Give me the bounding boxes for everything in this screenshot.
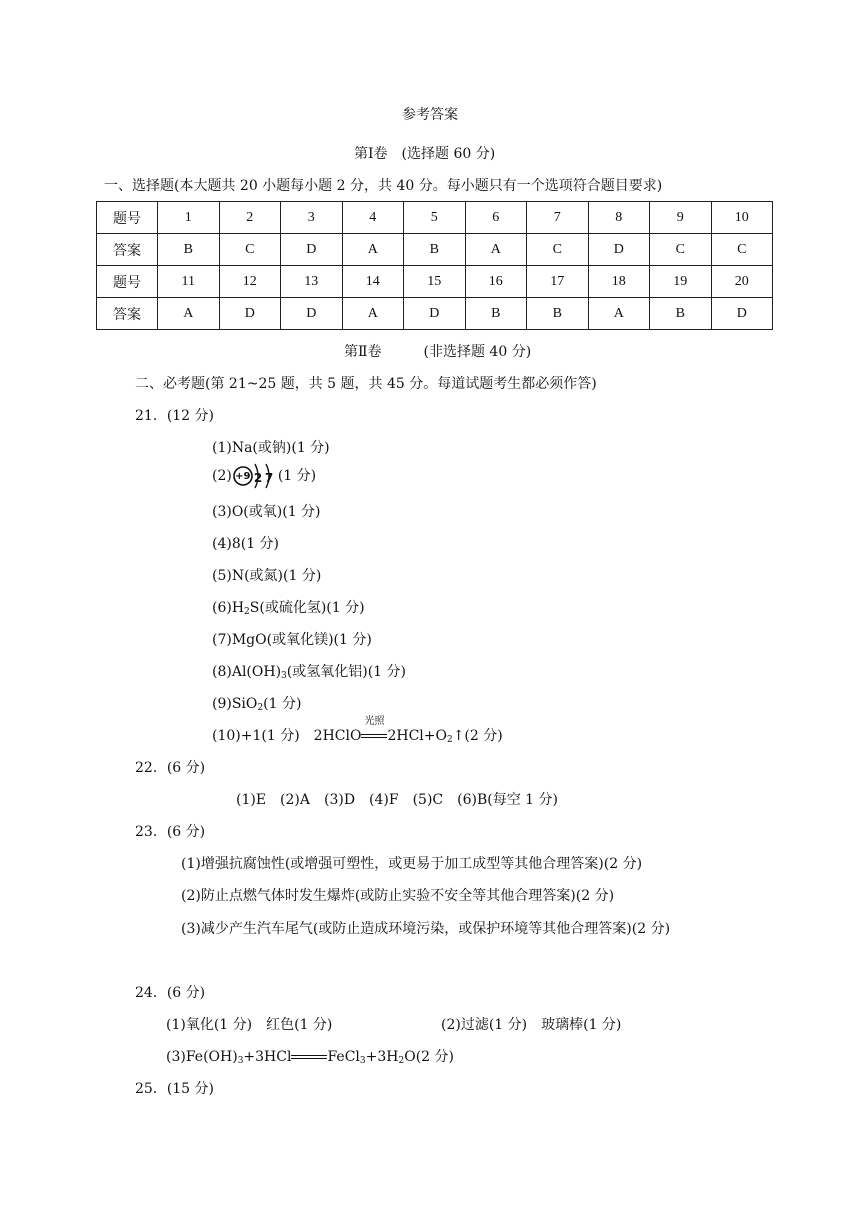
subscript: 3 xyxy=(237,1056,244,1066)
answer-cell: B xyxy=(465,298,527,330)
answer-cell: B xyxy=(650,298,712,330)
q21-answer-9 xyxy=(212,695,301,713)
table-row xyxy=(97,234,773,266)
equals-sign-wrap xyxy=(291,1048,327,1066)
q23-answer-1: (1)增强抗腐蚀性(或增强可塑性，或更易于加工成型等其他合理答案)(2 分) xyxy=(181,856,643,872)
question-number: 11 xyxy=(158,266,220,298)
q24-answer-3 xyxy=(166,1048,454,1066)
table-row xyxy=(97,266,773,298)
q21-answer-1: (1)Na(或钠)(1 分) xyxy=(212,440,330,456)
atom-shell-2: 7 xyxy=(264,471,274,485)
text-part: (3)Fe(OH) xyxy=(166,1049,238,1065)
question-number: 16 xyxy=(465,266,527,298)
q23-answer-3: (3)减少产生汽车尾气(或防止造成环境污染，或保护环境等其他合理答案)(2 分) xyxy=(181,921,671,937)
answer-table xyxy=(96,201,773,330)
text-part: O(2 分) xyxy=(404,1049,454,1065)
subscript: 3 xyxy=(281,671,287,681)
text-part: +3HCl xyxy=(243,1049,292,1065)
q21-answer-5: (5)N(或氮)(1 分) xyxy=(212,568,322,584)
text-part: (9)SiO xyxy=(212,696,258,712)
answer-cell: A xyxy=(342,234,404,266)
answer-cell: D xyxy=(404,298,466,330)
question-number: 7 xyxy=(527,202,589,234)
subscript: 2 xyxy=(257,703,264,713)
question-number: 1 xyxy=(158,202,220,234)
subscript: 2 xyxy=(398,1056,405,1066)
question-number: 13 xyxy=(281,266,343,298)
text-part: 2HCl+O xyxy=(387,728,447,744)
q21-answer-7: (7)MgO(或氧化镁)(1 分) xyxy=(212,632,372,648)
q21-answer-6 xyxy=(212,599,365,617)
answer-cell: B xyxy=(404,234,466,266)
part1-heading: 第Ⅰ卷 (选择题 60 分) xyxy=(354,146,496,162)
section1-heading: 一、选择题(本大题共 20 小题每小题 2 分，共 40 分。每小题只有一个选项符合题目要求) xyxy=(104,178,663,194)
row-label: 题号 xyxy=(97,202,158,234)
q21-answer-2 xyxy=(212,467,316,485)
answer-cell: A xyxy=(342,298,404,330)
atom-nucleus-charge: +9 xyxy=(235,471,251,482)
subscript: 3 xyxy=(359,1056,366,1066)
q25-header: 25．(15 分) xyxy=(135,1081,215,1097)
condition-label: 光照 xyxy=(364,716,385,727)
q21-answer-3: (3)O(或氧)(1 分) xyxy=(212,504,321,520)
table-row xyxy=(97,298,773,330)
question-number: 17 xyxy=(527,266,589,298)
answer-cell: D xyxy=(588,234,650,266)
text-part: FeCl xyxy=(327,1049,360,1065)
answer-cell: C xyxy=(219,234,281,266)
q21-header: 21．(12 分) xyxy=(135,408,215,424)
answer-cell: A xyxy=(588,298,650,330)
q22-header: 22．(6 分) xyxy=(135,760,206,776)
answer-cell: C xyxy=(527,234,589,266)
question-number: 5 xyxy=(404,202,466,234)
row-label: 答案 xyxy=(97,298,158,330)
text-part: S(或硫化氢)(1 分) xyxy=(249,600,365,616)
q23-answer-2: (2)防止点燃气体时发生爆炸(或防止实验不安全等其他合理答案)(2 分) xyxy=(181,888,615,904)
q21-answer-2-prefix: (2) xyxy=(212,468,232,484)
atom-shell-1: 2 xyxy=(253,471,263,485)
question-number: 19 xyxy=(650,266,712,298)
q21-answer-10 xyxy=(212,716,503,745)
answer-cell: D xyxy=(711,298,773,330)
section2-heading: 二、必考题(第 21~25 题，共 5 题，共 45 分。每道试题考生都必须作答) xyxy=(135,376,597,392)
text-part: (8)Al(OH) xyxy=(212,664,282,680)
text-part: (或氢氧化铝)(1 分) xyxy=(286,664,406,680)
question-number: 8 xyxy=(588,202,650,234)
q24-answer-1: (1)氧化(1 分) 红色(1 分) xyxy=(166,1017,333,1033)
page-title: 参考答案 xyxy=(402,107,458,123)
reaction-condition xyxy=(361,716,387,745)
subscript: 2 xyxy=(244,607,250,617)
text-part: (6)H xyxy=(212,600,245,616)
answer-cell: C xyxy=(650,234,712,266)
q23-header: 23．(6 分) xyxy=(135,824,206,840)
question-number: 12 xyxy=(219,266,281,298)
answer-cell: A xyxy=(465,234,527,266)
q21-answer-2-score: (1 分) xyxy=(277,468,317,484)
row-label: 答案 xyxy=(97,234,158,266)
part2-heading: 第Ⅱ卷 (非选择题 40 分) xyxy=(344,344,532,360)
text-part: (1 分) xyxy=(263,696,302,712)
q21-answer-4: (4)8(1 分) xyxy=(212,536,280,552)
equals-sign xyxy=(361,734,387,738)
atom-structure-diagram xyxy=(232,467,278,485)
answer-cell: B xyxy=(158,234,220,266)
question-number: 4 xyxy=(342,202,404,234)
question-number: 9 xyxy=(650,202,712,234)
answer-cell: B xyxy=(527,298,589,330)
question-number: 20 xyxy=(711,266,773,298)
question-number: 15 xyxy=(404,266,466,298)
text-part: (10)+1(1 分) 2HClO xyxy=(212,728,362,744)
answer-cell: A xyxy=(158,298,220,330)
question-number: 18 xyxy=(588,266,650,298)
row-label: 题号 xyxy=(97,266,158,298)
equals-sign xyxy=(291,1055,327,1059)
question-number: 10 xyxy=(711,202,773,234)
answer-cell: D xyxy=(281,234,343,266)
q24-answer-2: (2)过滤(1 分) 玻璃棒(1 分) xyxy=(441,1017,622,1033)
answer-cell: D xyxy=(281,298,343,330)
q21-answer-8 xyxy=(212,663,406,681)
question-number: 14 xyxy=(342,266,404,298)
text-part: ↑(2 分) xyxy=(452,728,503,744)
answer-cell: D xyxy=(219,298,281,330)
q22-answers: (1)E (2)A (3)D (4)F (5)C (6)B(每空 1 分) xyxy=(236,792,558,808)
question-number: 3 xyxy=(281,202,343,234)
q24-header: 24．(6 分) xyxy=(135,985,206,1001)
subscript: 2 xyxy=(446,735,453,745)
answer-cell: C xyxy=(711,234,773,266)
question-number: 6 xyxy=(465,202,527,234)
text-part: +3H xyxy=(365,1049,399,1065)
question-number: 2 xyxy=(219,202,281,234)
table-row xyxy=(97,202,773,234)
